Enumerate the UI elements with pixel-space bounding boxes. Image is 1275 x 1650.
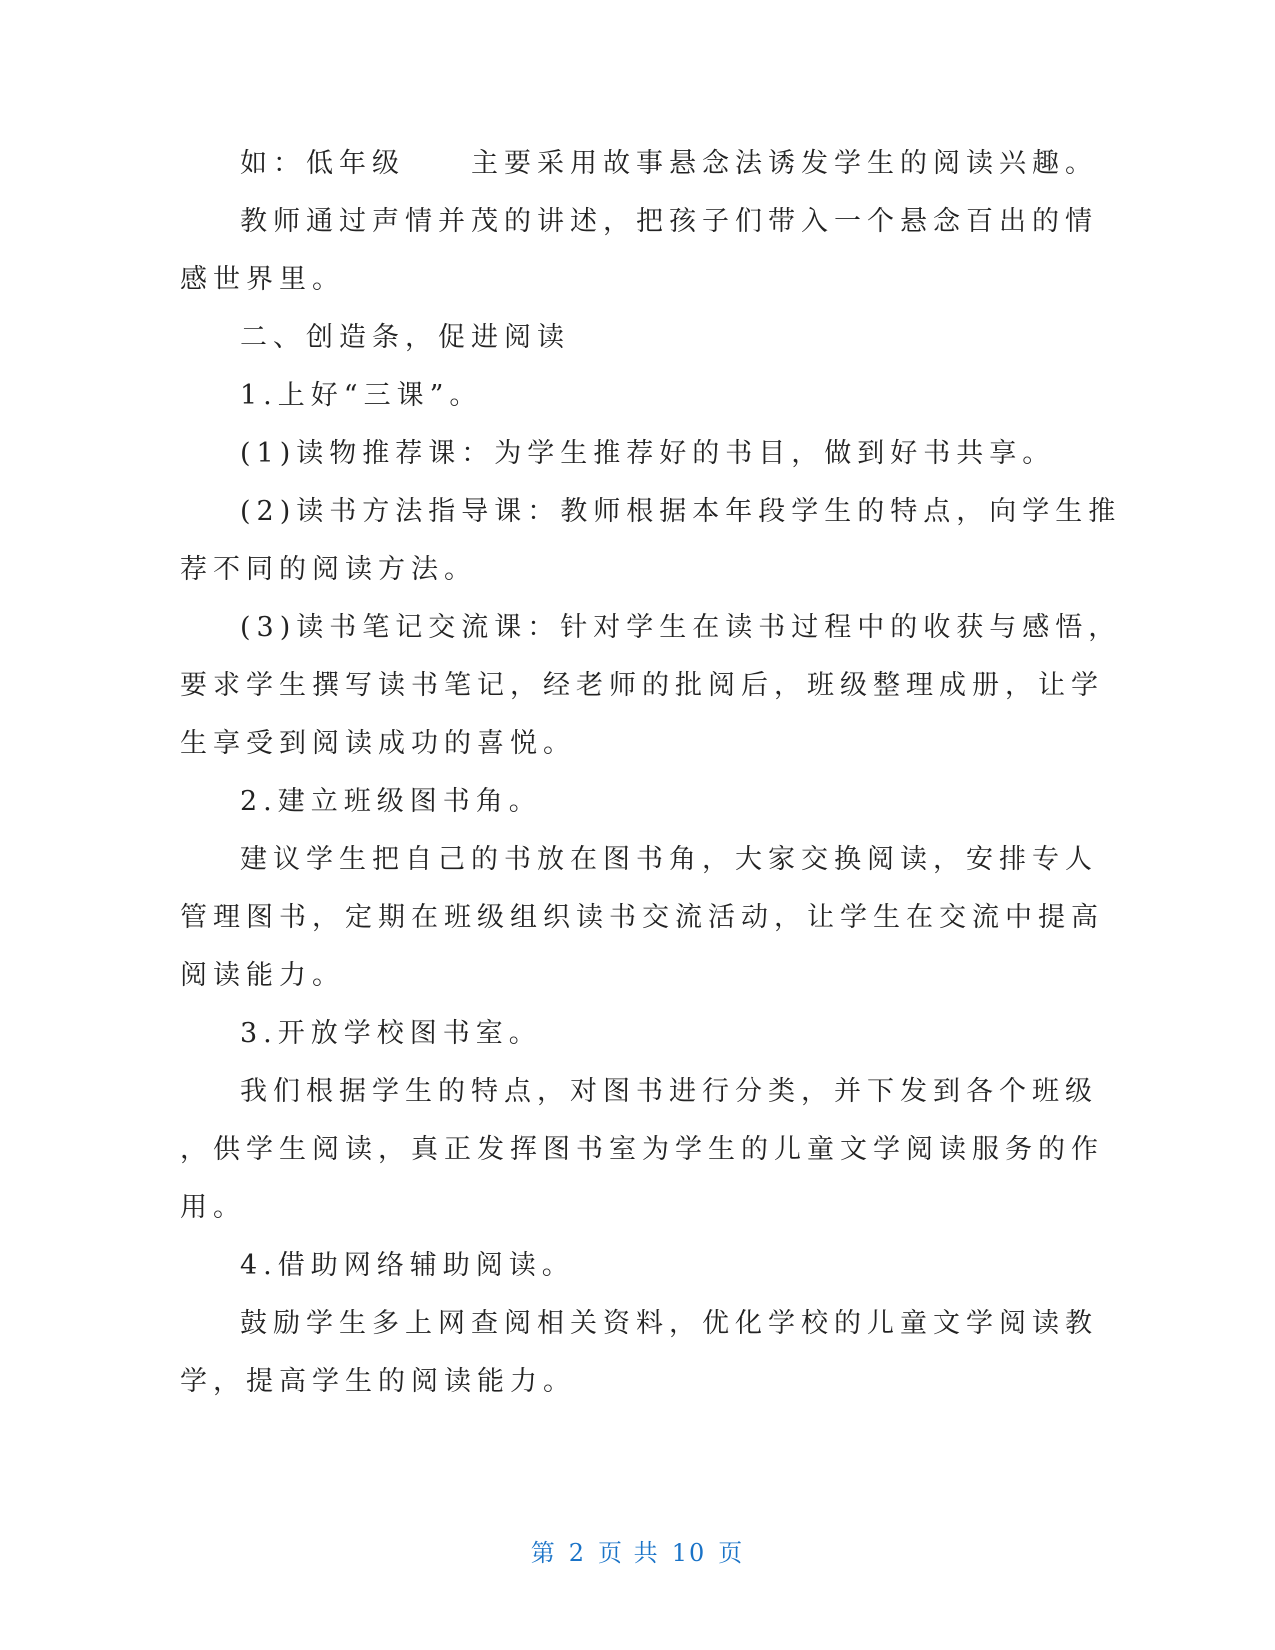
page-label-post: 页 (718, 1539, 745, 1567)
section-heading: 二、创造条，促进阅读 (240, 322, 570, 353)
page-label-mid: 页 共 (598, 1539, 660, 1567)
text-line: 荐不同的阅读方法。 (180, 554, 477, 585)
text-line: 用。 (180, 1192, 246, 1223)
text-line: 要求学生撰写读书笔记，经老师的批阅后，班级整理成册，让学 (180, 670, 1104, 701)
text-line: 管理图书，定期在班级组织读书交流活动，让学生在交流中提高 (180, 902, 1104, 933)
text-line: 建议学生把自己的书放在图书角，大家交换阅读，安排专人 (240, 844, 1098, 875)
page-footer (0, 1536, 1275, 1570)
subheading: 4.借助网络辅助阅读。 (240, 1250, 575, 1281)
text-line: 教师通过声情并茂的讲述，把孩子们带入一个悬念百出的情 (240, 206, 1098, 237)
subheading: 3.开放学校图书室。 (240, 1018, 542, 1049)
text-line: ，供学生阅读，真正发挥图书室为学生的儿童文学阅读服务的作 (180, 1134, 1104, 1165)
text-line: 学，提高学生的阅读能力。 (180, 1366, 576, 1397)
page-total: 10 (671, 1539, 707, 1567)
subheading: 1.上好“三课”。 (240, 380, 483, 411)
page-label-pre: 第 (530, 1539, 557, 1567)
text-line: 阅读能力。 (180, 960, 345, 991)
text-line: 感世界里。 (180, 264, 345, 295)
text-line: (2)读书方法指导课：教师根据本年段学生的特点，向学生推 (240, 496, 1122, 527)
subheading: 2.建立班级图书角。 (240, 786, 542, 817)
text-line: 生享受到阅读成功的喜悦。 (180, 728, 576, 759)
text-line: (3)读书笔记交流课：针对学生在读书过程中的收获与感悟， (240, 612, 1122, 643)
text-line: (1)读物推荐课：为学生推荐好的书目，做到好书共享。 (240, 438, 1056, 469)
text-line: 鼓励学生多上网查阅相关资料，优化学校的儿童文学阅读教 (240, 1308, 1098, 1339)
page-current: 2 (568, 1539, 587, 1567)
text-line: 我们根据学生的特点，对图书进行分类，并下发到各个班级 (240, 1076, 1098, 1107)
text-line: 如：低年级 主要采用故事悬念法诱发学生的阅读兴趣。 (240, 148, 1098, 179)
